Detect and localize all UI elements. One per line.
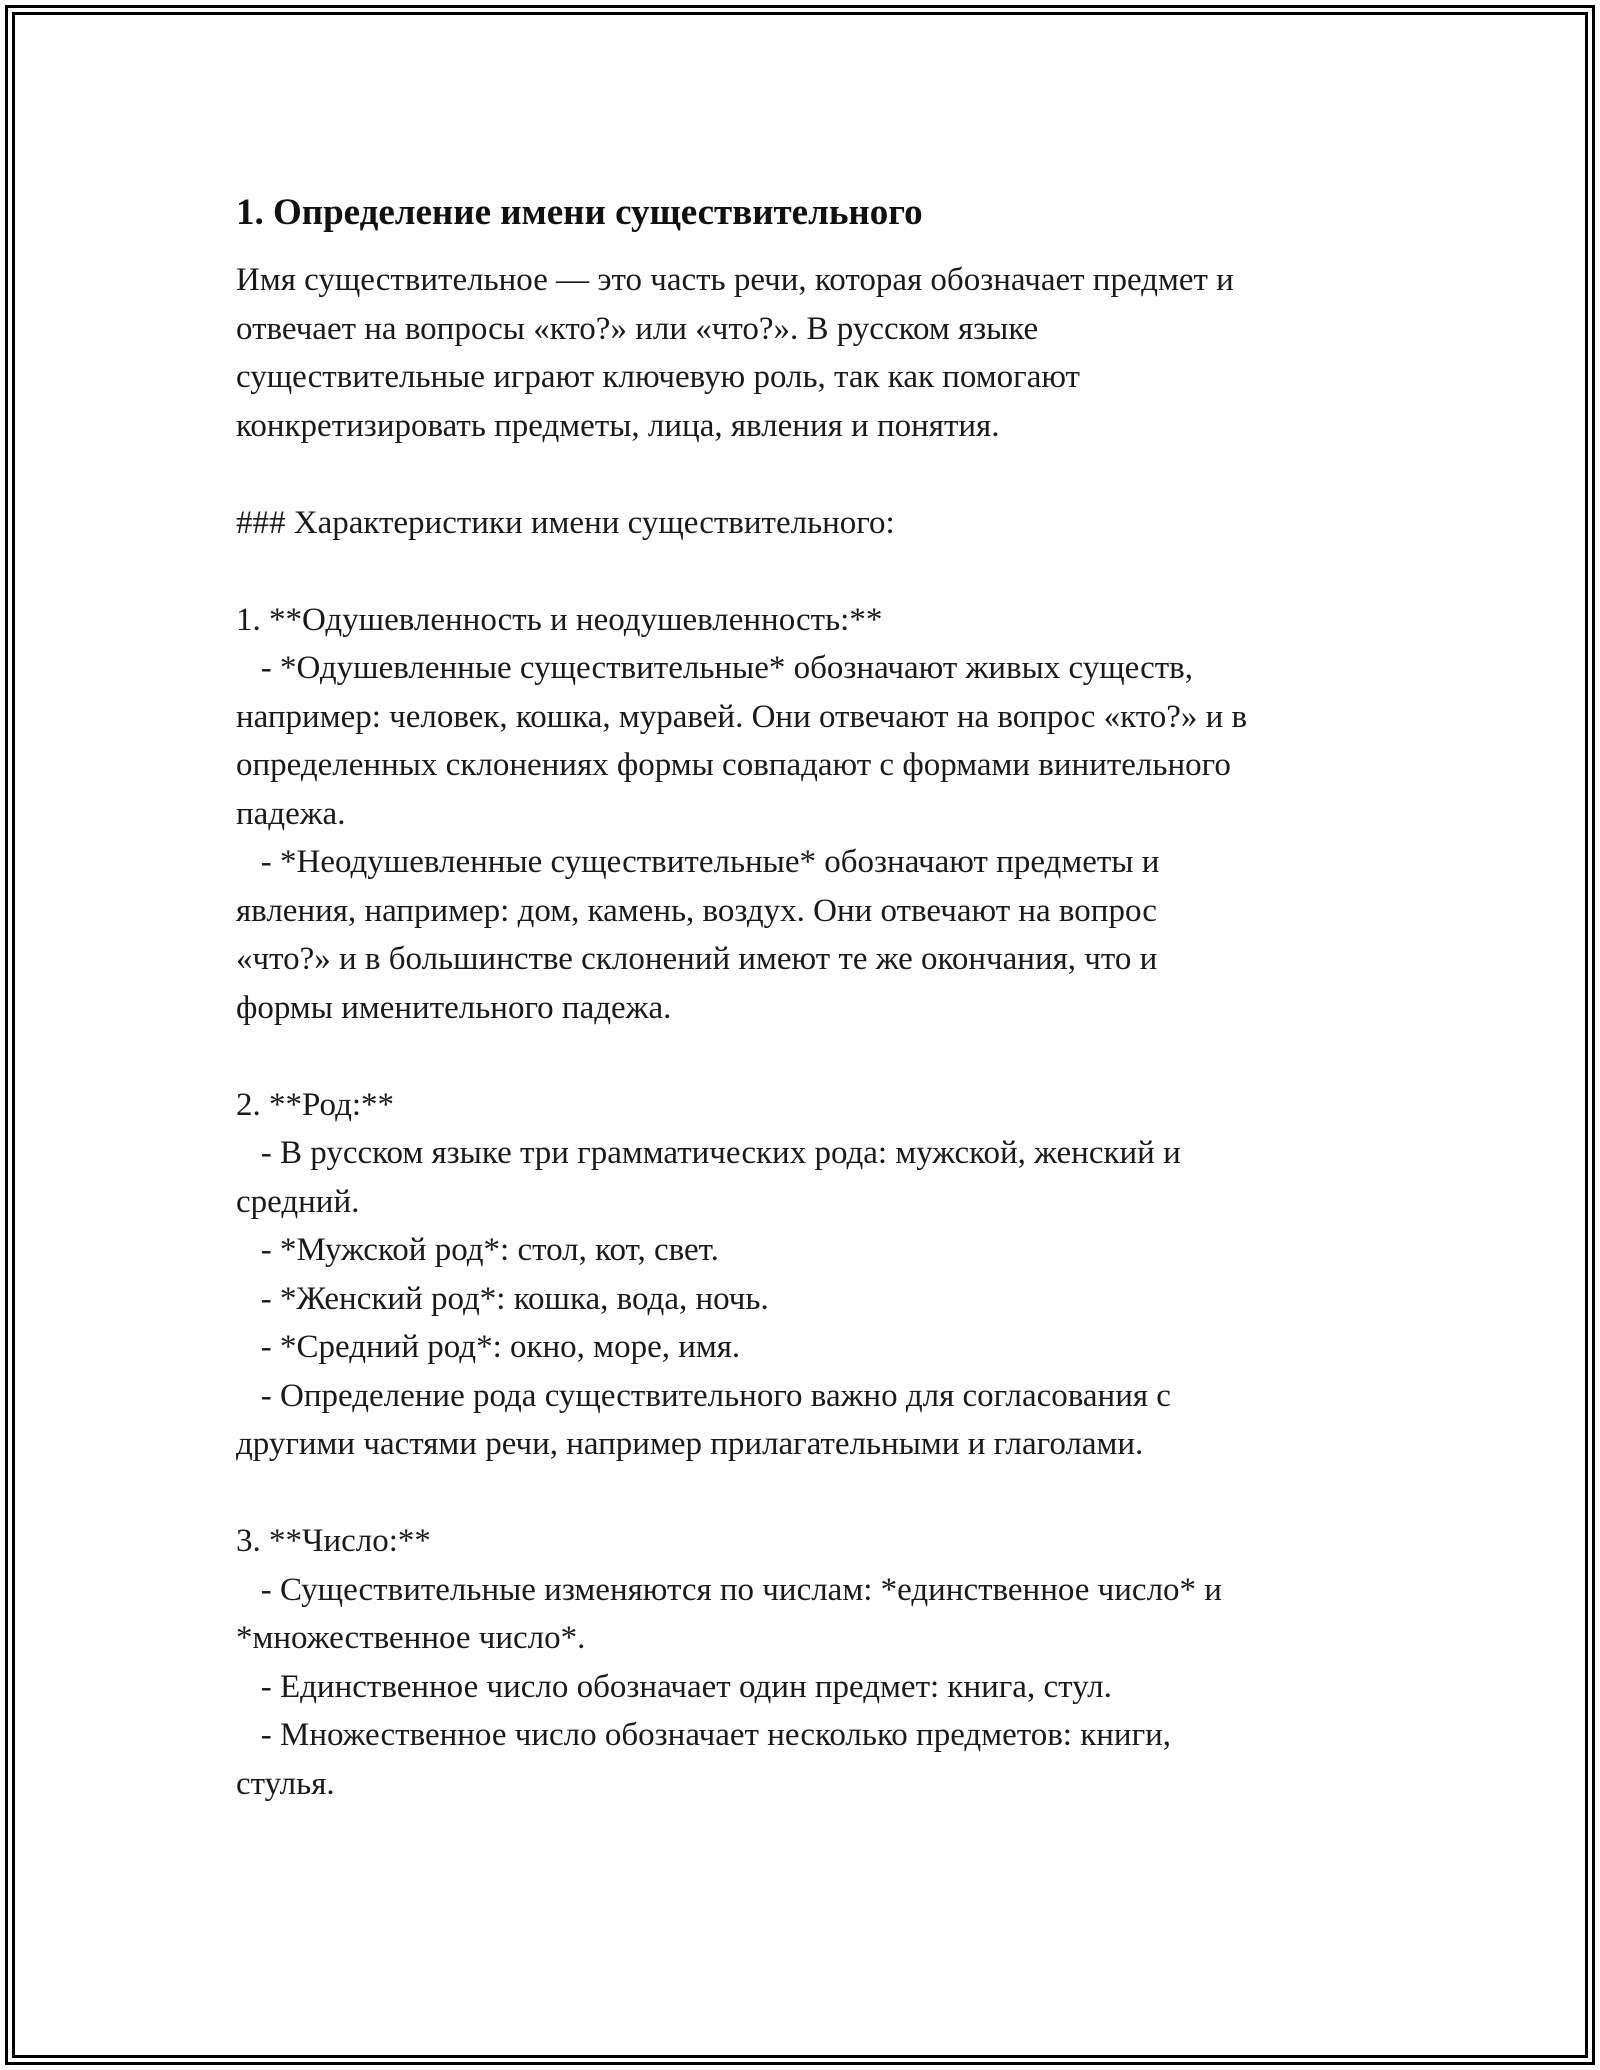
section-animacy: 1. **Одушевленность и неодушевленность:** - *Одушевленные существительные* обозначают живых существ, например: человек, кошка, муравей. Они отвечают на вопрос «кто?» и в определенных склонениях формы совпадают с формами винительного падежа. - *Неодушевленные существительные* обозначают предметы и явления, например: дом, камень, воздух. Они отвечают на вопрос «что?» и в большинстве склонений имеют те же окончания, что и формы именительного падежа. bbox=[236, 601, 1248, 1026]
section-number: 3. **Число:** - Существительные изменяются по числам: *единственное число* и *множественное число*. - Единственное число обозначает один предмет: книга, стул. - Множественное число обозначает несколько предметов: книги, стулья. bbox=[236, 1523, 1222, 1802]
section-gender: 2. **Род:** - В русском языке три грамматических рода: мужской, женский и средний. - *Мужской род*: стол, кот, свет. - *Женский род*: кошка, вода, ночь. - *Средний род*: окно, море, имя. - Определение рода существительного важно для согласования с другими частями речи, например прилагательными и глаголами. bbox=[236, 1086, 1181, 1462]
document-body bbox=[236, 186, 1386, 1808]
intro-paragraph: Имя существительное — это часть речи, которая обозначает предмет и отвечает на вопросы «кто?» или «что?». В русском языке существительные играют ключевую роль, так как помогают конкретизировать предметы, лица, явления и понятия. bbox=[236, 262, 1234, 444]
document-title: 1. Определение имени существительного bbox=[236, 192, 923, 233]
characteristics-heading: ### Характеристики имени существительного: bbox=[236, 504, 895, 541]
